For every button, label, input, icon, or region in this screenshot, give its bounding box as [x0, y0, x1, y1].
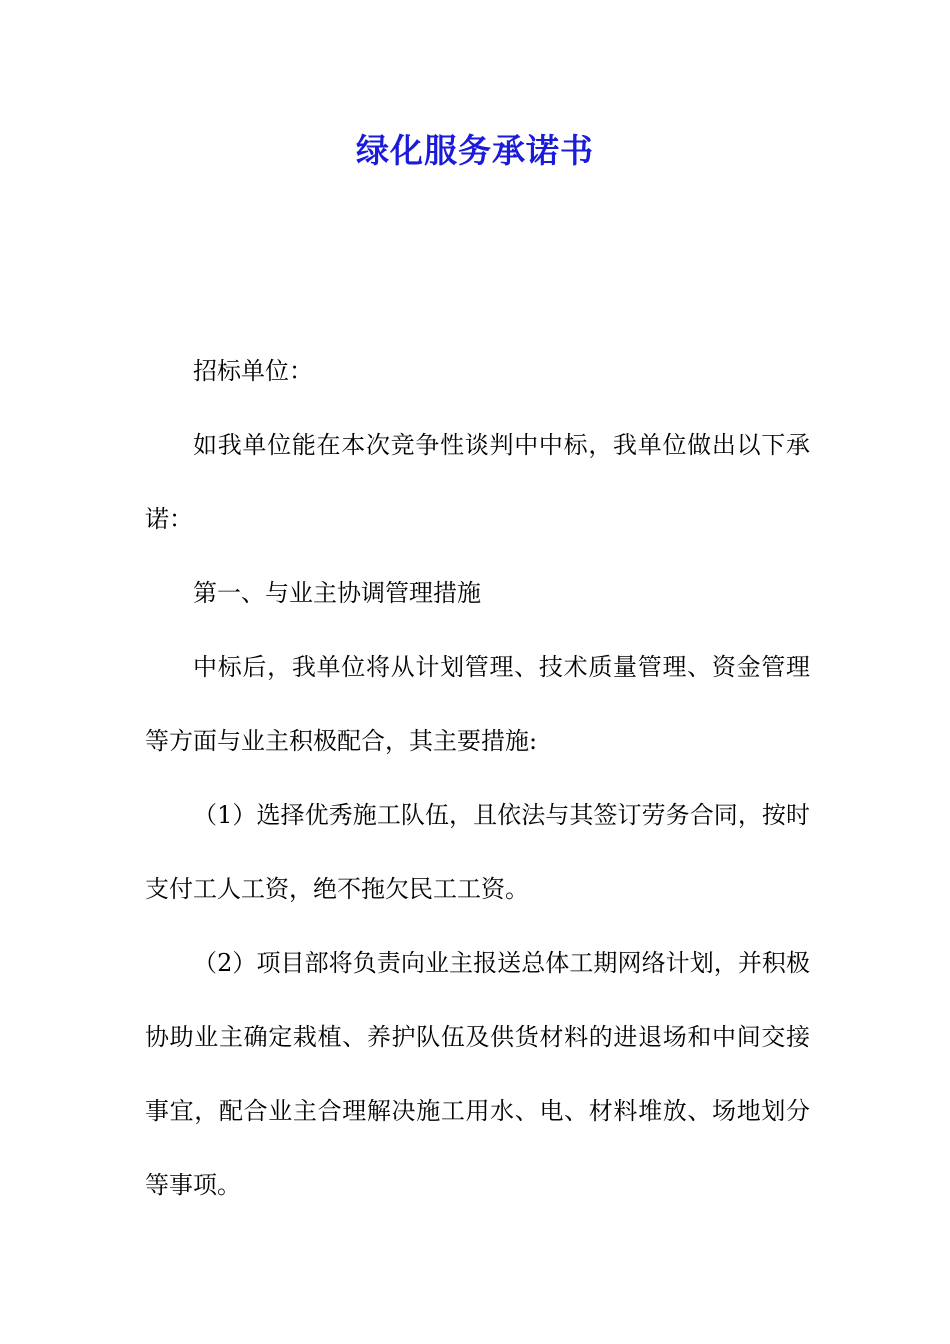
- intro-paragraph: 如我单位能在本次竞争性谈判中中标，我单位做出以下承诺：: [145, 431, 810, 533]
- section-heading: 第一、与业主协调管理措施: [193, 579, 481, 607]
- section-intro-paragraph: 中标后，我单位将从计划管理、技术质量管理、资金管理等方面与业主积极配合，其主要措施:: [145, 653, 810, 755]
- document-title: 绿化服务承诺书: [356, 131, 594, 170]
- measure-item-1: （1）选择优秀施工队伍，且依法与其签订劳务合同，按时支付工人工资，绝不拖欠民工工资。: [145, 801, 810, 903]
- measure-item-2: （2）项目部将负责向业主报送总体工期网络计划，并积极协助业主确定栽植、养护队伍及供货材料的进退场和中间交接事宜，配合业主合理解决施工用水、电、材料堆放、场地划分等事项。: [145, 949, 810, 1199]
- addressee-line: 招标单位：: [193, 357, 313, 385]
- document-body: [145, 334, 810, 1222]
